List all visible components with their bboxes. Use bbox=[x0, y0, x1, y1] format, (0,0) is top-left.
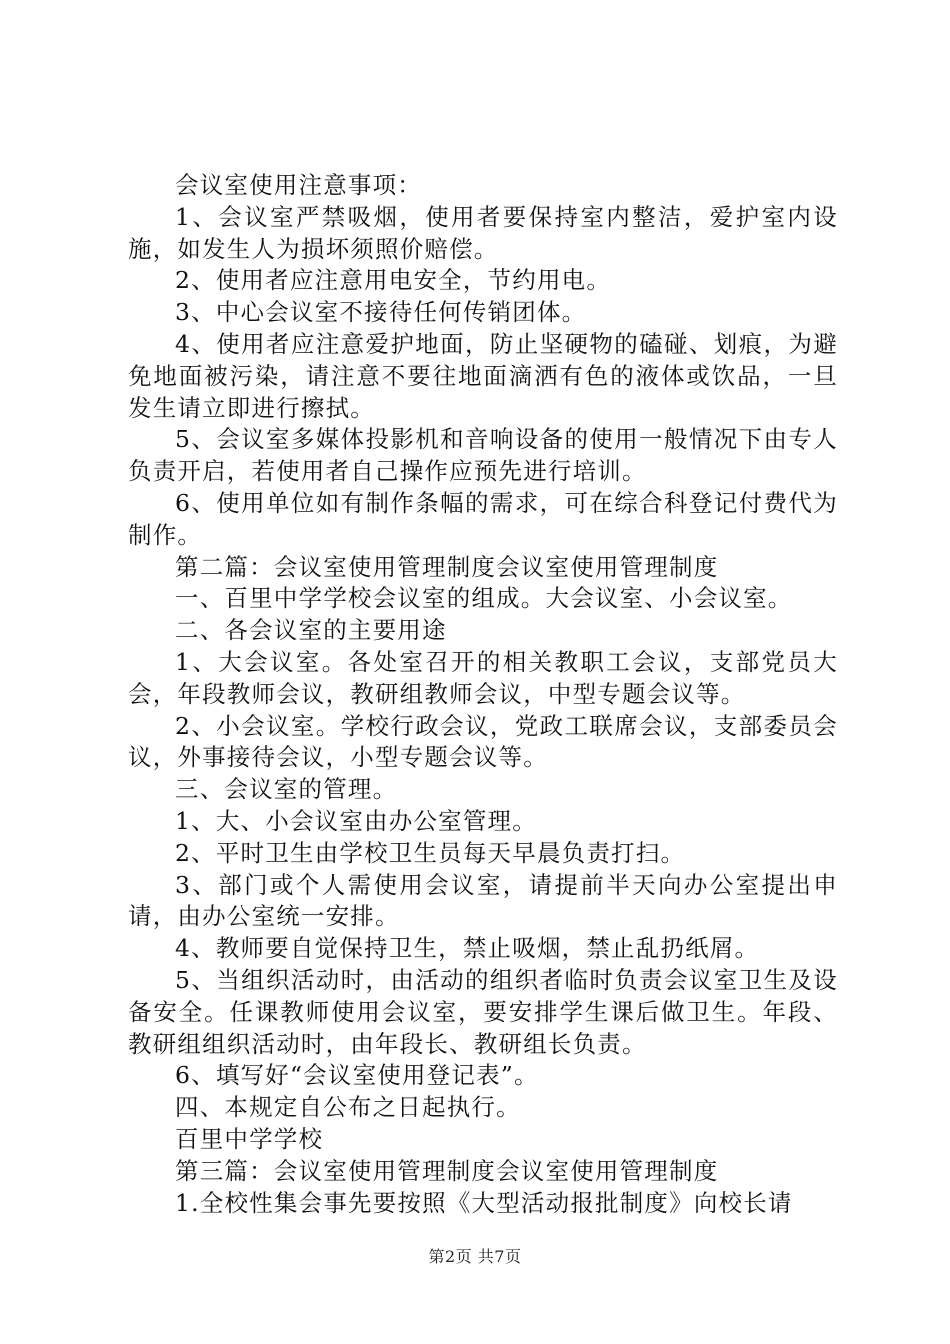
paragraph: 二、各会议室的主要用途 bbox=[175, 616, 447, 645]
paragraph: 2、平时卫生由学校卫生员每天早晨负责打扫。 bbox=[175, 838, 686, 867]
paragraph: 6、使用单位如有制作条幅的需求，可在综合科登记付费代为制作。 bbox=[128, 488, 838, 549]
paragraph: 2、使用者应注意用电安全，节约用电。 bbox=[175, 266, 612, 295]
page-number: 第2页 共7页 bbox=[428, 1247, 522, 1266]
paragraph: 四、本规定自公布之日起执行。 bbox=[175, 1093, 521, 1122]
paragraph: 一、百里中学学校会议室的组成。大会议室、小会议室。 bbox=[175, 584, 793, 613]
signature-line: 百里中学学校 bbox=[175, 1124, 324, 1153]
paragraph: 1、大、小会议室由办公室管理。 bbox=[175, 806, 537, 835]
paragraph: 2、小会议室。学校行政会议，党政工联席会议，支部委员会议，外事接待会议，小型专题会议等。 bbox=[128, 711, 838, 772]
paragraph: 4、使用者应注意爱护地面，防止坚硬物的磕碰、划痕，为避免地面被污染，请注意不要往地面滴洒有色的液体或饮品，一旦发生请立即进行擦拭。 bbox=[128, 329, 838, 422]
section-heading: 第二篇：会议室使用管理制度会议室使用管理制度 bbox=[175, 552, 719, 581]
paragraph: 5、会议室多媒体投影机和音响设备的使用一般情况下由专人负责开启，若使用者自己操作应预先进行培训。 bbox=[128, 425, 838, 486]
paragraph: 3、中心会议室不接待任何传销团体。 bbox=[175, 298, 587, 327]
paragraph: 三、会议室的管理。 bbox=[175, 775, 398, 804]
paragraph: 会议室使用注意事项： bbox=[175, 171, 422, 199]
document-body bbox=[128, 170, 838, 1219]
paragraph: 4、教师要自觉保持卫生，禁止吸烟，禁止乱扔纸屑。 bbox=[175, 934, 760, 963]
paragraph: 1.全校性集会事先要按照《大型活动报批制度》向校长请 bbox=[175, 1188, 793, 1217]
paragraph: 1、会议室严禁吸烟，使用者要保持室内整洁，爱护室内设施，如发生人为损坏须照价赔偿。 bbox=[128, 202, 838, 263]
paragraph: 1、大会议室。各处室召开的相关教职工会议，支部党员大会，年段教师会议，教研组教师会议，中型专题会议等。 bbox=[128, 647, 838, 708]
paragraph: 3、部门或个人需使用会议室，请提前半天向办公室提出申请，由办公室统一安排。 bbox=[128, 870, 838, 931]
paragraph: 5、当组织活动时，由活动的组织者临时负责会议室卫生及设备安全。任课教师使用会议室，要安排学生课后做卫生。年段、教研组组织活动时，由年段长、教研组长负责。 bbox=[128, 965, 838, 1058]
section-heading: 第三篇：会议室使用管理制度会议室使用管理制度 bbox=[175, 1156, 719, 1185]
paragraph: 6、填写好“会议室使用登记表”。 bbox=[175, 1061, 539, 1090]
